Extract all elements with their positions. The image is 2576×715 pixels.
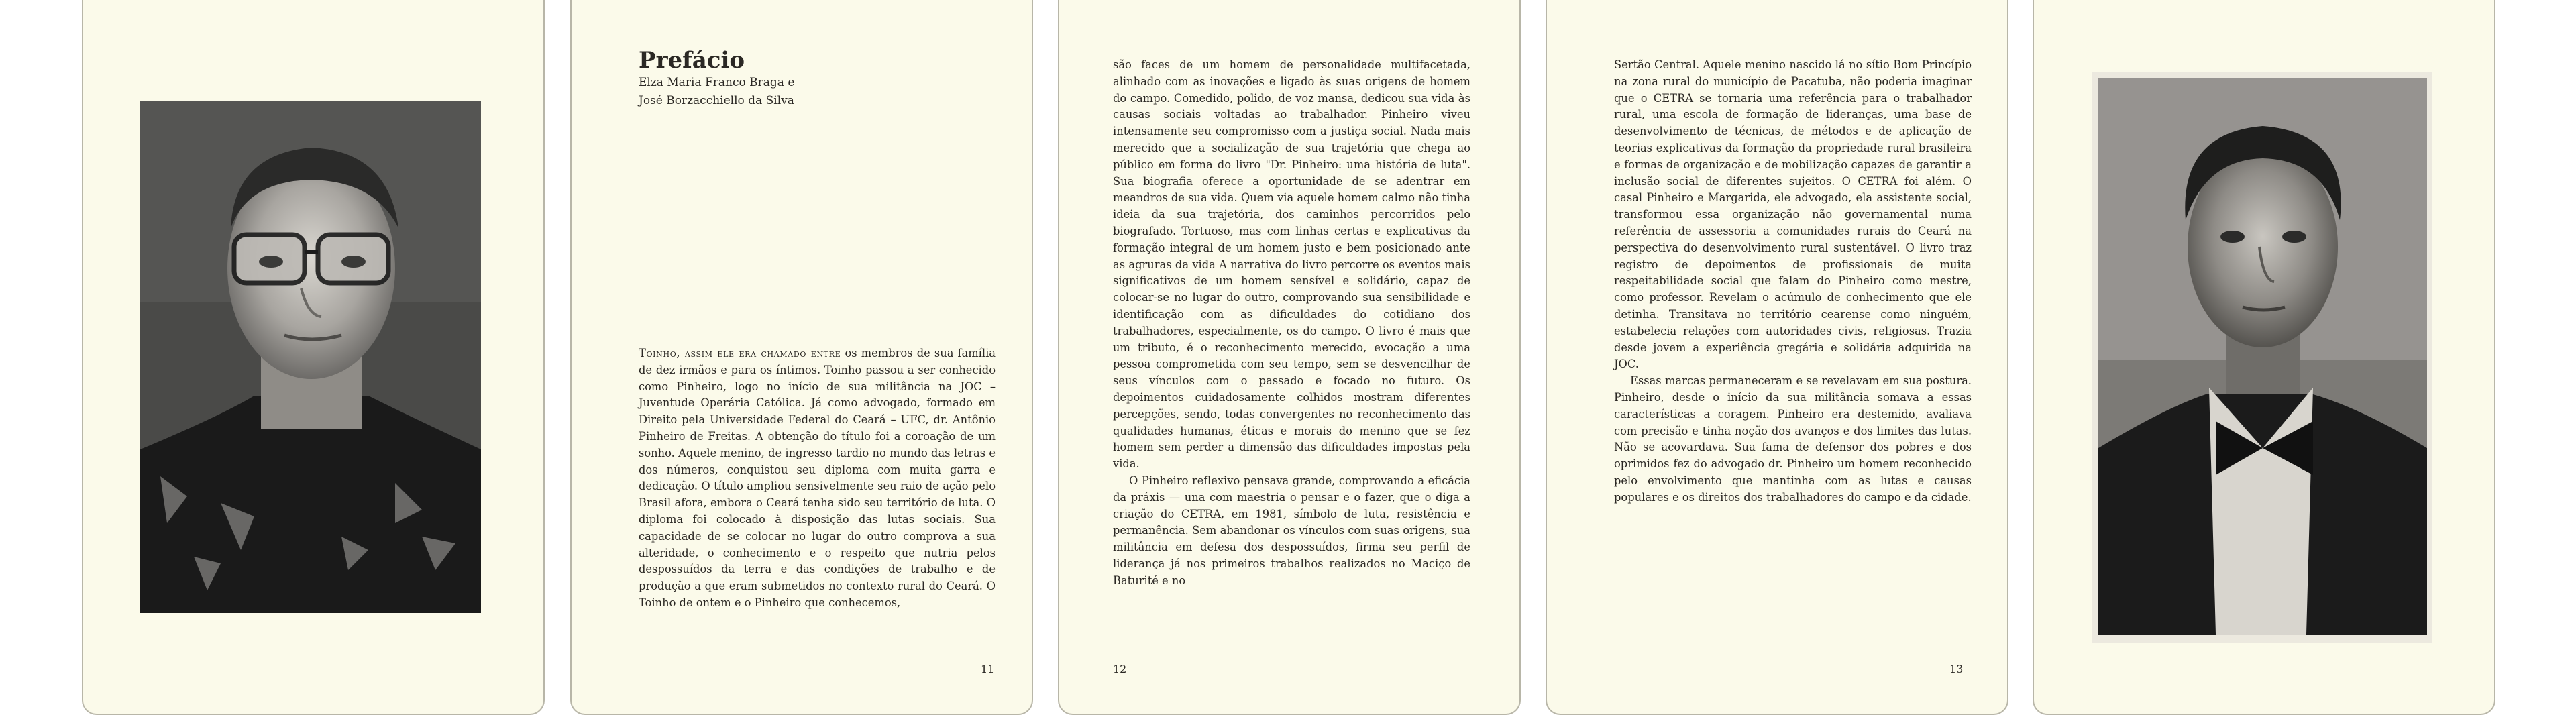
opening-small-caps: Toinho, assim ele era chamado entre [639,347,841,360]
book-page-photo-right [2033,0,2496,715]
book-page-12 [1058,0,1521,715]
chapter-authors [639,74,794,110]
page-number: 13 [1949,663,1964,675]
author-line-2: José Borzacchiello da Silva [639,94,794,107]
chapter-title: Prefácio [639,47,745,74]
body-text-page-11: Toinho, assim ele era chamado entre os membros de sua família de dez irmãos e para os íntimos. Toinho passou a ser conhecido como Pinheiro, logo no início de sua militância na JOC – Juventude Operária Católica. Já como advogado, formado em Direito pela Universidade Federal do Ceará – UFC, dr. Antônio Pinheiro de Freitas. A obtenção do título foi a coroação de um sonho. Aquele menino, de ingresso tardio no mundo das letras e dos números, conquistou seu diploma com muita garra e dedicação. O título ampliou sensivelmente seu raio de ação pelo Brasil afora, embora o Ceará tenha sido seu território de luta. O diploma foi colocado à disposição das lutas sociais. Sua capacidade de se colocar no lugar do outro comprova a sua alteridade, o conhecimento e o respeito que nutria pelos despossuídos da terra e das condições de trabalho e de produção a que eram submetidos no contexto rural do Ceará. O Toinho de ontem e o Pinheiro que conhecemos, [639,347,996,609]
book-page-11 [570,0,1033,715]
book-page-photo-left [82,0,545,715]
book-page-13 [1546,0,2008,715]
page-number: 11 [981,663,995,675]
portrait-photo-older-man [140,101,481,613]
portrait-photo-young-man [2092,72,2432,643]
author-line-1: Elza Maria Franco Braga e [639,76,795,89]
body-text-page-12: são faces de um homem de personalidade multifacetada, alinhado com as inovações e ligado às suas origens de homem do campo. Comedido, polido, de voz mansa, dedicou sua vida às causas sociais voltadas ao trabalhador. Pinheiro viveu intensamente seu compromisso com a justiça social. Nada mais merecido que a socialização de sua trajetória que chega ao público em forma do livro "Dr. Pinheiro: uma história de luta". Sua biografia oferece a oportunidade de se adentrar em meandros de sua vida. Quem via aquele homem calmo não tinha ideia da sua trajetória, dos caminhos percorridos pelo biografado. Tortuoso, mas com linhas certas e explicativas da formação integral de um homem justo e bem posicionado ante as agruras da vida A narrativa do livro percorre os eventos mais significativos de um homem sensível e solidário, capaz de colocar-se no lugar do outro, comprovando sua sensibilidade e identificação com as dificuldades do cotidiano dos trabalhadores, especialmente, os do campo. O livro é mais que um tributo, é o reconhecimento merecido, evocação a uma pessoa comprometida com seu tempo, sem se desvencilhar de seus vínculos com o passado e focado no futuro. Os depoimentos cuidadosamente colhidos mostram diferentes percepções, sendo, todas convergentes no reconhecimento das qualidades humanas, éticas e morais do menino que se fez homem sem perder a dimensão das dificuldades impostas pela vida. O Pinheiro reflexivo pensava grande, comprovando a eficácia da práxis — una com maestria o pensar e o fazer, que o diga a criação do CETRA, em 1981, símbolo de luta, resistência e permanência. Sem abandonar os vínculos com suas origens, sua militância em defesa dos despossuídos, firma seu perfil de liderança já nos primeiros trabalhos realizados no Maciço de Baturité e no [1113,58,1470,587]
body-text-page-13: Sertão Central. Aquele menino nascido lá no sítio Bom Princípio na zona rural do município de Pacatuba, não poderia imaginar que o CETRA se tornaria uma referência para o trabalhador rural, uma escola de formação de lideranças, uma base de desenvolvimento de técnicas, de métodos e de aplicação de teorias explicativas da formação da propriedade rural brasileira e formas de organização e de mobilização capazes de garantir a inclusão social de diferentes sujeitos. O CETRA foi além. O casal Pinheiro e Margarida, ele advogado, ela assistente social, transformou essa organização não governamental numa referência de assessoria a comunidades rurais do Ceará na perspectiva do desenvolvimento rural sustentável. O livro traz registro de depoimentos de profissionais de muita respeitabilidade social que falam do Pinheiro como mestre, como professor. Revelam o acúmulo de conhecimento que ele detinha. Transitava no território cearense como ninguém, estabelecia relações com autoridades civis, religiosas. Trazia desde jovem a experiência gregária e solidária adquirida na JOC. Essas marcas permaneceram e se revelavam em sua postura. Pinheiro, desde o início da sua militância somava a essas características a coragem. Pinheiro era destemido, avaliava com precisão e tinha noção dos avanços e dos limites das lutas. Não se acovardava. Sua fama de defensor dos pobres e dos oprimidos fez do advogado dr. Pinheiro um homem reconhecido pelo envolvimento que mantinha com as lutas e causas populares e os direitos dos trabalhadores do campo e da cidade. [1614,58,1972,504]
page-number: 12 [1113,663,1127,675]
